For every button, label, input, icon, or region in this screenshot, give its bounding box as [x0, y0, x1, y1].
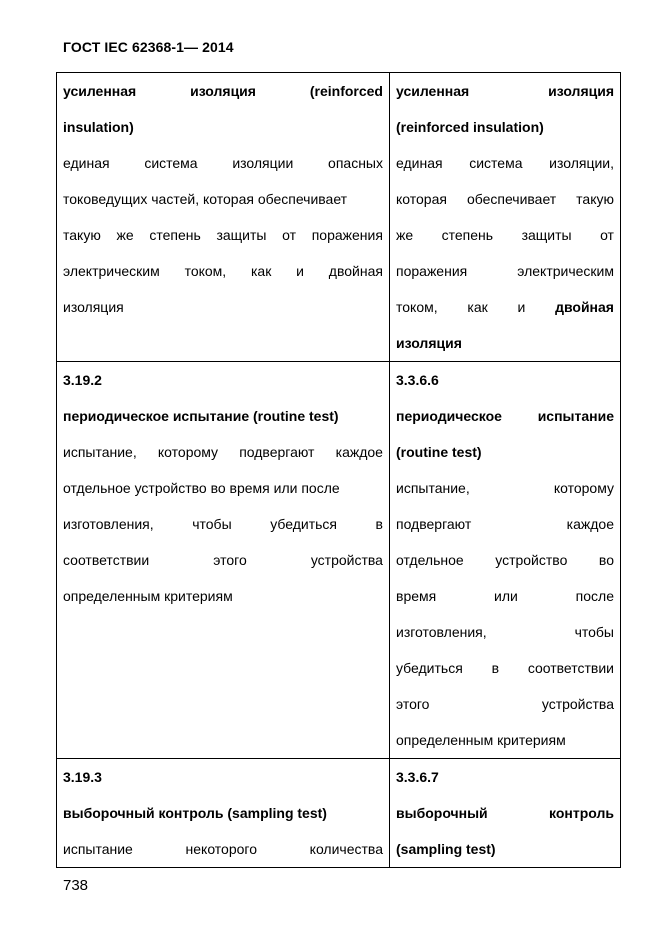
word: чтобы	[192, 516, 232, 532]
word: электрическим	[63, 263, 160, 279]
word: единая	[396, 155, 443, 171]
text-line	[396, 398, 614, 434]
word: 3.19.3	[63, 769, 102, 785]
text-line	[63, 289, 383, 325]
iec-text-cell	[57, 73, 390, 362]
word: испытание,	[396, 480, 470, 496]
word: испытание	[537, 408, 614, 424]
text-line	[396, 253, 614, 289]
text-line	[63, 253, 383, 289]
table-row	[57, 362, 621, 759]
word: выборочный контроль (sampling test)	[63, 805, 327, 821]
text-line	[396, 434, 614, 470]
word: токоведущих частей, которая обеспечивает	[63, 191, 348, 207]
iec-text-cell	[57, 759, 390, 868]
word: (reinforced insulation)	[396, 119, 544, 135]
word: убедиться	[396, 660, 463, 676]
word: изоляция	[396, 335, 462, 351]
text-line	[396, 795, 614, 831]
word: усиленная	[396, 83, 470, 99]
word: изоляция	[190, 83, 256, 99]
word: в	[375, 516, 383, 532]
word: изготовления,	[63, 516, 154, 532]
text-line	[63, 109, 383, 145]
word: двойная	[328, 263, 383, 279]
text-line	[63, 542, 383, 578]
gost-text-cell	[390, 759, 621, 868]
text-line	[396, 181, 614, 217]
word: защиты	[216, 227, 267, 243]
word: испытание,	[63, 444, 137, 460]
text-line	[63, 73, 383, 109]
word: (sampling test)	[396, 841, 496, 857]
text-line	[396, 722, 614, 758]
word: током,	[184, 263, 227, 279]
word: степень	[441, 227, 494, 243]
word: (reinforced	[309, 83, 383, 99]
word: отдельное	[396, 552, 464, 568]
word: обеспечивает	[466, 191, 557, 207]
word: подвергают	[396, 516, 472, 532]
word: этого	[396, 696, 430, 712]
page-number: 738	[63, 877, 89, 894]
table-row	[57, 73, 621, 362]
text-line	[63, 506, 383, 542]
word: двойная	[555, 299, 614, 315]
text-line	[396, 362, 614, 398]
text-line	[63, 759, 383, 795]
word: чтобы	[574, 624, 614, 640]
word: поражения	[311, 227, 383, 243]
word: определенным критериям	[396, 732, 566, 748]
word: электрическим	[517, 263, 614, 279]
text-line	[63, 578, 383, 614]
word: устройство	[495, 552, 568, 568]
text-line	[63, 217, 383, 253]
word: соответствии	[63, 552, 150, 568]
word: 3.19.2	[63, 372, 102, 388]
gost-text-cell	[390, 73, 621, 362]
word: после	[575, 588, 614, 604]
text-line	[396, 109, 614, 145]
gost-text-cell	[390, 362, 621, 759]
word: (routine test)	[396, 444, 482, 460]
word: выборочный	[396, 805, 488, 821]
text-line	[63, 831, 383, 867]
text-line	[396, 759, 614, 795]
word: и	[517, 299, 526, 315]
word: усиленная	[63, 83, 137, 99]
word: контроль	[549, 805, 614, 821]
text-line	[63, 795, 383, 831]
word: устройства	[310, 552, 383, 568]
text-line	[396, 650, 614, 686]
terms-comparison-table	[56, 72, 621, 868]
text-line	[396, 73, 614, 109]
word: во	[598, 552, 614, 568]
text-line	[396, 614, 614, 650]
word: подвергают	[239, 444, 315, 460]
word: как	[467, 299, 488, 315]
text-line	[396, 289, 614, 325]
word: же	[396, 227, 414, 243]
text-line	[396, 470, 614, 506]
word: insulation)	[63, 119, 134, 135]
word: 3.3.6.6	[396, 372, 439, 388]
iec-text-cell	[57, 362, 390, 759]
word: каждое	[335, 444, 383, 460]
word: же	[116, 227, 134, 243]
text-line	[63, 181, 383, 217]
word: система	[469, 155, 523, 171]
text-line	[63, 470, 383, 506]
word: время	[396, 588, 437, 604]
word: изоляция	[63, 299, 124, 315]
word: устройства	[541, 696, 614, 712]
word: от	[282, 227, 297, 243]
word: защиты	[521, 227, 572, 243]
text-line	[396, 217, 614, 253]
text-line	[396, 325, 614, 361]
word: система	[144, 155, 198, 171]
word: и	[296, 263, 304, 279]
word: которая	[396, 191, 447, 207]
word: количества	[309, 841, 383, 857]
word: или	[494, 588, 518, 604]
word: как	[251, 263, 272, 279]
word: степень	[149, 227, 201, 243]
text-line	[396, 506, 614, 542]
word: которому	[553, 480, 614, 496]
text-line	[63, 398, 383, 434]
word: изоляция	[548, 83, 614, 99]
text-line	[63, 434, 383, 470]
word: такую	[63, 227, 101, 243]
word: 3.3.6.7	[396, 769, 439, 785]
text-line	[63, 145, 383, 181]
word: изоляции,	[549, 155, 614, 171]
text-line	[63, 362, 383, 398]
word: отдельное устройство во время или после	[63, 480, 340, 496]
word: такую	[576, 191, 614, 207]
word: от	[600, 227, 614, 243]
word: каждое	[566, 516, 614, 532]
text-line	[396, 578, 614, 614]
word: соответствии	[527, 660, 614, 676]
text-line	[396, 145, 614, 181]
document-header: ГОСТ IEC 62368-1— 2014	[63, 39, 234, 55]
text-line	[396, 686, 614, 722]
word: поражения	[396, 263, 468, 279]
word: испытание	[63, 841, 133, 857]
word: убедиться	[270, 516, 337, 532]
word: которому	[157, 444, 219, 460]
word: определенным критериям	[63, 588, 233, 604]
word: изготовления,	[396, 624, 487, 640]
word: этого	[213, 552, 247, 568]
word: единая	[63, 155, 110, 171]
table-row	[57, 759, 621, 868]
word: периодическое	[396, 408, 502, 424]
word: опасных	[328, 155, 383, 171]
word: изоляции	[232, 155, 294, 171]
word: некоторого	[185, 841, 257, 857]
word: током,	[396, 299, 438, 315]
table-body	[57, 73, 621, 868]
text-line	[396, 542, 614, 578]
text-line	[396, 831, 614, 867]
word: в	[491, 660, 500, 676]
word: периодическое испытание (routine test)	[63, 408, 339, 424]
